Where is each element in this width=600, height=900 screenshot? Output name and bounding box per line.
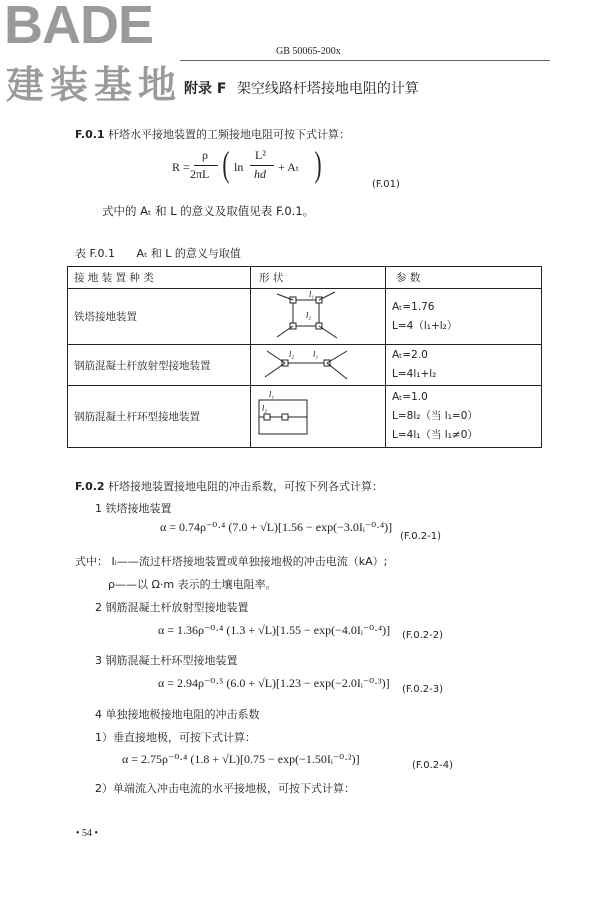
logo-latin: BADE [4, 0, 154, 55]
formula-f022: α = 1.36ρ⁻⁰·⁴ (1.3 + √L)[1.55 − exp(−4.0Iᵢ⁻⁰·⁴)] [158, 623, 391, 637]
table-header-row [68, 267, 542, 289]
table-cell-type: 钢筋混凝土杆放射型接地装置 [68, 345, 251, 386]
appendix-label: 附录 F [184, 81, 227, 97]
param-line: Aₜ=1.76 [392, 300, 435, 313]
header-rule [180, 60, 550, 61]
diagram-label-l1: l₁ [309, 290, 315, 299]
table-row [68, 289, 542, 345]
sub-item-1: 1）垂直接地极，可按下式计算： [95, 731, 256, 744]
table-row [68, 345, 542, 386]
f01-note: 式中的 Aₜ 和 L 的意义及取值见表 F.0.1。 [102, 204, 315, 218]
eq-num-f022: (F.0.2-2) [402, 630, 444, 641]
standard-code: GB 50065-200x [276, 46, 341, 57]
formula-f01-l2: L² [255, 148, 266, 162]
f01-label: F.0.1 [75, 128, 105, 141]
f01-intro [75, 126, 350, 142]
eq-num-f01: (F.01) [372, 179, 400, 190]
param-line: L=8l₂（当 l₁=0） [392, 410, 478, 422]
where-ii-text: Iᵢ——流过杆塔接地装置或单独接地极的冲击电流（kA）; [111, 555, 388, 568]
table-header-cell: 参 数 [386, 267, 542, 289]
diagram-label-l2: l₂ [262, 404, 268, 413]
table-cell-type: 铁塔接地装置 [68, 289, 251, 345]
f02-intro-text: 杆塔接地装置接地电阻的冲击系数，可按下列各式计算： [108, 480, 384, 493]
appendix-heading [184, 78, 419, 98]
table-header-cell: 接 地 装 置 种 类 [68, 267, 251, 289]
table-header-cell: 形 状 [251, 267, 386, 289]
tower-grounding-diagram [251, 289, 383, 344]
formula-f01 [172, 144, 372, 192]
eq-num-f024: (F.0.2-4) [412, 760, 454, 771]
where-ii [75, 553, 387, 569]
formula-f01-lhs: R = [172, 160, 190, 174]
f02-label: F.0.2 [75, 480, 105, 493]
formula-f01-hd: hd [254, 167, 266, 181]
formula-f01-fracbar [194, 165, 218, 166]
formula-f01-fracbar2 [250, 165, 274, 166]
eq-num-f021: (F.0.2-1) [400, 531, 442, 542]
formula-f01-rho: ρ [202, 148, 208, 162]
f02-intro [75, 478, 383, 494]
sub-item-2: 2）单端流入冲击电流的水平接地极，可按下式计算： [95, 782, 355, 795]
radial-grounding-diagram [251, 345, 383, 385]
formula-f01-plus-at: + Aₜ [278, 160, 299, 174]
where-rho: ρ——以 Ω·m 表示的土壤电阻率。 [108, 578, 277, 591]
item-1: 1 铁塔接地装置 [95, 502, 172, 515]
formula-f01-paren-open: ( [222, 144, 230, 184]
eq-num-f023: (F.0.2-3) [402, 684, 444, 695]
param-line: L=4l₁+l₂ [392, 368, 437, 380]
param-line: L=4（l₁+l₂） [392, 319, 458, 332]
table-caption-num: 表 F.0.1 [75, 247, 116, 260]
diagram-label-l1: l₁ [269, 390, 275, 399]
param-line: Aₜ=1.0 [392, 391, 428, 403]
formula-f01-ln: ln [234, 160, 244, 174]
diagram-label-l1: l₁ [313, 350, 319, 359]
table-cell-type: 钢筋混凝土杆环型接地装置 [68, 386, 251, 448]
formula-f01-denominator: 2πL [190, 167, 210, 181]
diagram-label-l2: l₂ [306, 311, 312, 320]
ring-grounding-diagram [251, 386, 383, 447]
table-cell-params [386, 289, 542, 345]
page-number: • 54 • [76, 828, 99, 839]
item-3: 3 钢筋混凝土杆环型接地装置 [95, 654, 238, 667]
table-cell-shape [251, 345, 386, 386]
table-caption [75, 245, 241, 261]
table-f01 [67, 266, 542, 448]
table-cell-shape [251, 289, 386, 345]
formula-f01-paren-close: ) [314, 144, 322, 184]
table-caption-text: Aₜ 和 L 的意义与取值 [136, 247, 241, 260]
item-2: 2 钢筋混凝土杆放射型接地装置 [95, 601, 249, 614]
logo-chinese: 建装基地 [6, 65, 183, 107]
table-row [68, 386, 542, 448]
where-prefix: 式中： [75, 555, 108, 568]
formula-f024: α = 2.75ρ⁻⁰·⁴ (1.8 + √L)[0.75 − exp(−1.50Iᵢ⁻⁰·²)] [122, 752, 360, 766]
f01-intro-text: 杆塔水平接地装置的工频接地电阻可按下式计算： [108, 128, 351, 141]
formula-f021: α = 0.74ρ⁻⁰·⁴ (7.0 + √L)[1.56 − exp(−3.0Iᵢ⁻⁰·⁴)] [160, 520, 393, 534]
table-cell-params [386, 345, 542, 386]
param-line: Aₜ=2.0 [392, 349, 428, 361]
param-line: L=4l₁（当 l₁≠0） [392, 429, 478, 441]
formula-f023: α = 2.94ρ⁻⁰·⁵ (6.0 + √L)[1.23 − exp(−2.0Iᵢ⁻⁰·³)] [158, 676, 390, 690]
diagram-label-l2: l₂ [289, 350, 295, 359]
table-cell-params [386, 386, 542, 448]
item-4: 4 单独接地极接地电阻的冲击系数 [95, 708, 260, 721]
table-cell-shape [251, 386, 386, 448]
appendix-title: 架空线路杆塔接地电阻的计算 [236, 81, 419, 97]
